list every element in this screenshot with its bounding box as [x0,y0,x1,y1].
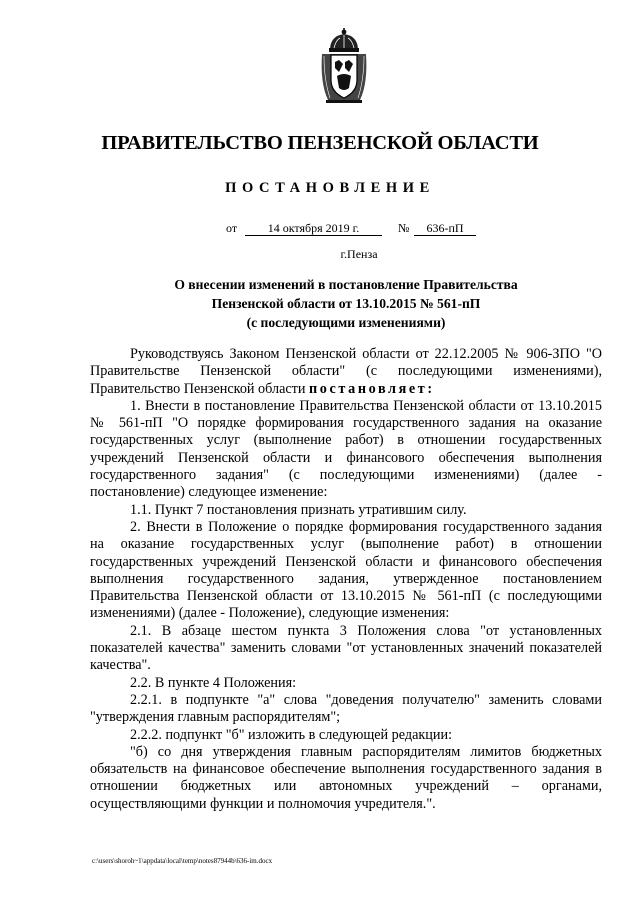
document-number: 636-пП [414,221,476,236]
paragraph-2-1: 2.1. В абзаце шестом пункта 3 Положения слова "от установленных показателей качества" заменить словами "от установленных значений показателей качества". [90,622,602,674]
document-subject [0,275,640,332]
city: г.Пенза [340,247,378,261]
date-prefix: от [226,221,238,235]
paragraph-2-2-2: 2.2.2. подпункт "б" изложить в следующей редакции: [130,726,453,743]
document-meta [0,221,640,237]
paragraph-2-2-1: 2.2.1. в подпункте "а" слова "доведения получателю" заменить словами "утверждения главным распорядителям"; [90,691,602,726]
document-body [90,346,602,813]
paragraph-preamble [90,346,602,398]
subject-line-1: О внесении изменений в постановление Правительства [174,277,518,292]
paragraph-2-2: 2.2. В пункте 4 Положения: [130,674,297,691]
paragraph-1: 1. Внести в постановление Правительства Пензенской области от 13.10.2015 № 561-пП "О порядке формирования государственного задания на оказание государственных услуг (выполнение работ) в отношении государственных учреждений Пензенской области и финансового обеспечения выполнения государственного задания" (с последующими изменениями) (далее - постановление) следующее изменение: [90,397,602,501]
government-title: ПРАВИТЕЛЬСТВО ПЕНЗЕНСКОЙ ОБЛАСТИ [101,132,539,154]
document-type: ПОСТАНОВЛЕНИЕ [225,180,435,196]
document-date: 14 октября 2019 г. [245,221,382,236]
paragraph-new-wording: "б) со дня утверждения главным распорядителям лимитов бюджетных обязательств на финансовое обеспечение выполнения государственного задания в отношении бюджетных или автономных учреждений – органами, осуществляющими функции и полномочия учредителя.". [90,743,602,812]
resolve-keyword: постановляет: [309,380,435,397]
paragraph-1-1: 1.1. Пункт 7 постановления признать утратившим силу. [130,501,467,518]
file-path-footer: c:\users\shoroh~1\appdata\local\temp\notes87944b\636-im.docx [92,857,273,865]
paragraph-2: 2. Внести в Положение о порядке формирования государственного задания на оказание государственных услуг (выполнение работ) в отношении государственных учреждений Пензенской области и финансового обеспечения выполнения государственного задания, утвержденное постановлением Правительства Пензенской области от 13.10.2015 № 561-пП (с последующими изменениями) (далее - Положение), следующие изменения: [90,518,602,622]
subject-line-2: Пензенской области от 13.10.2015 № 561-пП [211,296,481,311]
coat-of-arms-emblem [318,28,370,104]
preamble-text: Руководствуясь Законом Пензенской области от 22.12.2005 № 906-ЗПО "О Правительстве Пензенской области" (с последующими изменениями), Правительство Пензенской области [90,346,602,397]
subject-line-3: (с последующими изменениями) [246,315,446,330]
number-prefix: № [398,221,410,235]
